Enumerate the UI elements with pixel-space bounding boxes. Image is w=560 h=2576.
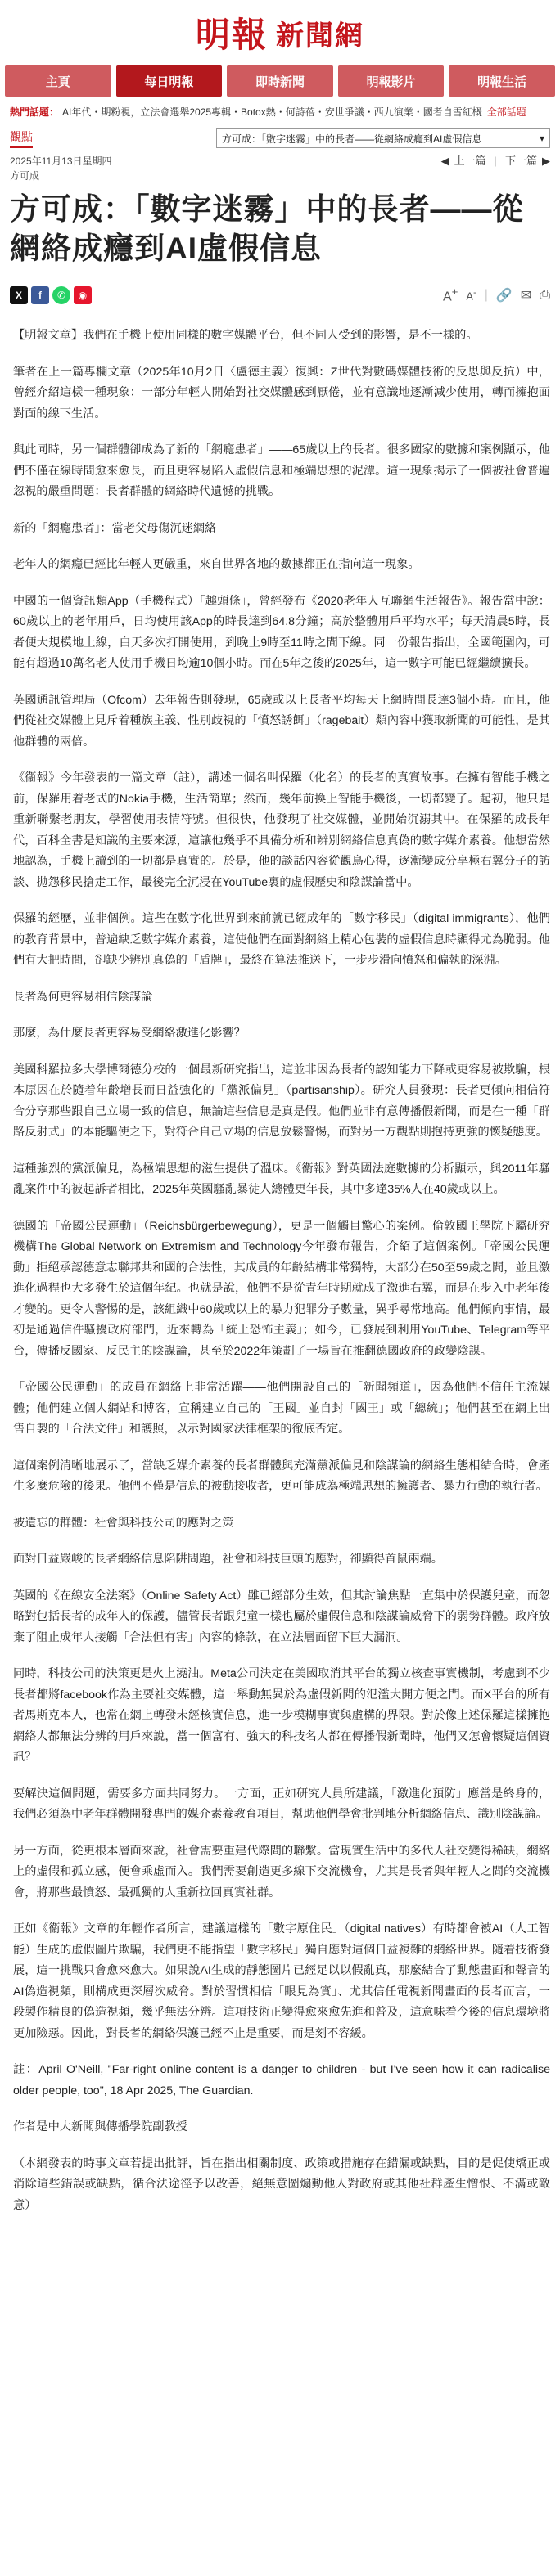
next-label: 下一篇 <box>504 155 537 167</box>
section-bar <box>0 124 560 152</box>
article-title: 方可成：「數字迷霧」中的長者——從網絡成癮到AI虛假信息 <box>10 192 524 265</box>
pager <box>441 154 550 169</box>
chevron-down-icon: ▾ <box>539 133 544 144</box>
article-select[interactable] <box>216 128 550 148</box>
hot-topics-label: 熱門話題： <box>10 106 60 118</box>
logo-mingpao: 明報 <box>195 15 268 55</box>
print-icon[interactable]: ⎙ <box>540 287 550 302</box>
paragraph: 老年人的網癮已經比年輕人更嚴重，來自世界各地的數據都正在指向這一現象。 <box>13 558 420 571</box>
share-buttons <box>10 286 92 304</box>
tools-divider: | <box>484 287 488 302</box>
text-tools <box>443 285 550 304</box>
subheading: 被遺忘的群體：社會與科技公司的應對之策 <box>13 1516 234 1530</box>
article-tools <box>0 268 560 308</box>
all-topics-link[interactable]: 全部話題 <box>486 106 526 118</box>
pager-divider: | <box>494 155 497 167</box>
nav-tab-home[interactable]: 主頁 <box>5 65 111 97</box>
whatsapp-share-icon[interactable]: ✆ <box>52 286 70 304</box>
paragraph: 《衞報》今年發表的一篇文章（註），講述一個名叫保羅（化名）的長者的真實故事。在擁有智能手機之前，保羅用着老式的Nokia手機，生活簡單；然而，幾年前換上智能手機後，一切都變了。起初，他只是重新聯繫老朋友，學習使用表情符號。但很快，他發現了社交媒體，並開始沉溺其中。在保羅的成長年代，百科全書是知識的主要來源，這讓他幾乎不具備分析和辨別網絡信息真偽的數字媒介素養。他想當然地認為，手機上讀到的一切都是真實的。於是，他的談話內容從觀鳥心得，逐漸變成分享極右翼分子的訪談、拋怨移民搶走工作，最後完全沉浸在YouTube裏的虛假歷史和陰謀論當中。 <box>13 771 550 889</box>
paragraph: 與此同時，另一個群體卻成為了新的「網癮患者」——65歲以上的長者。很多國家的數據和案例顯示，他們不僅在線時間愈來愈長，而且更容易陷入虛假信息和極端思想的泥潭。這一現象揭示了一個被社會普遍忽視的嚴重問題：長者群體的網絡時代遺憾的挑戰。 <box>13 443 550 498</box>
paragraph: 德國的「帝國公民運動」（Reichsbürgerbewegung），更是一個觸目驚心的案例。倫敦國王學院下屬研究機構The Global Network on Extremism and Technology今年發布報告，介紹了這個案例。「帝國公民運動」拒絕承認德意志聯邦共和國的合法性，其成員的年齡結構非常獨特，大部分在50至59歲之間，並且激進化過程也大多發生於這個年紀。也就是說，他們不是從青年時期就成了激進右翼，而是在步入中老年後才變的。更令人警惕的是，該組織中60歲或以上的暴力犯罪分子數量，異乎尋常地高。他們傾向事情，最初是通過信件騷擾政府部門，近來轉為「統上恐怖主義」；如今，已發展到利用YouTube、Telegram等平台，傳播反國家、反民主的陰謀論，甚至於2022年策劃了一場旨在推翻德國政府的政變陰謀。 <box>13 1219 550 1358</box>
paragraph: 另一方面，從更根本層面來說，社會需要重建代際間的聯繫。當現實生活中的多代人社交變得稀缺，網絡上的虛假和孤立感，便會乘虛而入。我們需要創造更多線下交流機會，尤其是長者與年輕人之間的交流機會，將那些最憤怒、最孤獨的人重新拉回真實社群。 <box>13 1844 550 1899</box>
paragraph: 英國的《在線安全法案》（Online Safety Act）雖已經部分生效，但其討論焦點一直集中於保護兒童，而忽略對包括長者的成年人的保護，儘管長者跟兒童一樣也屬於虛假信息和陰謀論威脅下的弱勢群體。政府放棄了阻止成年人接觸「合法但有害」內容的條款，在立法層面留下巨大漏洞。 <box>13 1589 550 1644</box>
paragraph: 「帝國公民運動」的成員在網絡上非常活躍——他們開設自己的「新聞頻道」，因為他們不信任主流媒體；他們建立個人網站和博客，宣稱建立自己的「王國」並自封「國王」或「總統」；他們甚至在網上出售自製的「合法文件」和護照，以示對國家法律框架的徹底否定。 <box>13 1381 550 1436</box>
paragraph: 要解決這個問題，需要多方面共同努力。一方面，正如研究人員所建議，「激進化預防」應當是終身的，我們必須為中老年群體開發專門的媒介素養教育項目，幫助他們學會批判地分析網絡信息、識別陰謀論。 <box>13 1787 550 1821</box>
article-select-value: 方可成：「數字迷霧」中的長者——從網絡成癮到AI虛假信息 <box>222 133 482 145</box>
chevron-right-icon: ▶ <box>542 155 550 167</box>
email-icon[interactable]: ✉ <box>520 288 532 303</box>
next-article-button[interactable] <box>505 154 550 169</box>
paragraph: 中國的一個資訊類App（手機程式）「趣頭條」，曾經發布《2020老年人互聯網生活報告》。報告當中說：60歲以上的老年用戶，日均使用該App的時長達到64.8分鐘；高於整體用戶平均水平；每天清晨5時，長者便大規模地上線，白天多次打開使用，到晚上9時至11時之間下線。同一份報告指出，全國範圍內，可能有超過10萬名老人使用手機日均逾10個小時。而在5年之後的2025年，這一數字可能已經繼續擴長。 <box>13 594 550 670</box>
paragraph: 保羅的經歷，並非個例。這些在數字化世界到來前就已經成年的「數字移民」（digital immigrants），他們的教育背景中，普遍缺乏數字媒介素養，這使他們在面對網絡上精心包裝的虛假信息時顯得尤為脆弱。他們有大把時間，卻缺少辨別真偽的「盾牌」，最終在算法推送下，一步步滑向憤怒和偏執的深淵。 <box>13 912 550 967</box>
hot-topics-bar <box>0 100 560 124</box>
prev-label: 上一篇 <box>454 155 486 167</box>
paragraph: 這個案例清晰地展示了，當缺乏媒介素養的長者群體與充滿黨派偏見和陰謀論的網絡生態相結合時，會產生多麼危險的後果。他們不僅是信息的被動接收者，更可能成為極端思想的擁護者、暴力行動的執行者。 <box>13 1459 550 1493</box>
paragraph: 正如《衞報》文章的年輕作者所言，建議這樣的「數字原住民」（digital natives）有時都會被AI（人工智能）生成的虛假圖片欺騙，我們更不能指望「數字移民」獨自應對這個日益複雜的網絡世界。隨着技術發展，這一挑戰只會愈來愈大。如果說AI生成的靜態圖片已經足以以假亂真，那麼結合了動態畫面和聲音的AI偽造視頻，則構成更深層次威脅。對於習慣相信「眼見為實」、尤其信任電視新聞畫面的長者而言，一段製作精良的偽造視頻，幾乎無法分辨。這項技術正變得愈來愈先進和普及，這意味着今後的信息環境將更加險惡。因此，對長者的網絡保護已經不止是重要，而是刻不容緩。 <box>13 1922 550 2040</box>
facebook-share-icon[interactable]: f <box>31 286 49 304</box>
paragraph: 同時，科技公司的決策更是火上澆油。Meta公司決定在美國取消其平台的獨立核查事實機制，考慮到不少長者都將facebook作為主要社交媒體，這一舉動無異於為虛假新聞的氾濫大開方便之門。而X平台的所有者馬斯克本人，也常在網上轉發未經核實信息，進一步模糊事實與虛構的界限。對於像上述保羅這樣擁抱網絡人都無法分辨的用戶來說，當一個富有、強大的科技名人都在傳播假新聞時，他們又怎會懷疑這個資訊？ <box>13 1667 550 1764</box>
paragraph: 面對日益嚴峻的長者網絡信息陷阱問題，社會和科技巨頭的應對，卻顯得首鼠兩端。 <box>13 1553 443 1566</box>
site-logo[interactable] <box>0 0 560 65</box>
article-body <box>0 308 560 2216</box>
paragraph: 那麼，為什麼長者更容易受網絡激進化影響？ <box>13 1027 246 1040</box>
paragraph: 【明報文章】我們在手機上使用同樣的數字媒體平台，但不同人受到的影響，是不一樣的。 <box>13 329 478 342</box>
x-share-icon[interactable]: X <box>10 286 28 304</box>
publish-date: 2025年11月13日星期四 <box>10 155 112 167</box>
paragraph: 英國通訊管理局（Ofcom）去年報告則發現，65歲或以上長者平均每天上網時間長達3個小時。而且，他們從社交媒體上見斥着種族主義、性別歧視的「憤怒誘餌」（ragebait）類內容中獲取新聞的可能性，是其他群體的兩倍。 <box>13 693 550 749</box>
weibo-share-icon[interactable]: ◉ <box>74 286 92 304</box>
disclaimer: （本網發表的時事文章若提出批評，旨在指出相關制度、政策或措施存在錯漏或缺點，目的是促使矯正或消除這些錯誤或缺點，循合法途徑予以改善，絕無意圖煽動他人對政府或其他社群產生憎恨、不滿或敵意） <box>13 2156 550 2212</box>
nav-tab-daily[interactable]: 每日明報 <box>116 65 223 97</box>
chevron-left-icon: ◀ <box>440 155 449 167</box>
paragraph: 筆者在上一篇專欄文章（2025年10月2日〈盧德主義〉復興：Z世代對數碼媒體技術的反思與反抗）中，曾經介紹這樣一種現象：一部分年輕人開始對社交媒體感到厭倦，並有意識地逐漸減少使用，轉而擁抱面對面的線下生活。 <box>13 365 550 420</box>
link-icon[interactable]: 🔗 <box>495 288 513 303</box>
subheading: 新的「網癮患者」：當老父母傷沉迷網絡 <box>13 521 217 535</box>
font-decrease-icon[interactable]: A- <box>466 288 476 303</box>
section-link[interactable]: 觀點 <box>10 128 33 148</box>
main-nav <box>0 65 560 97</box>
paragraph: 美國科羅拉多大學博爾德分校的一個最新研究指出，這並非因為長者的認知能力下降或更容易被欺騙，根本原因在於隨着年齡增長而日益強化的「黨派偏見」（partisanship）。研究人員發現：長者更傾向相信符合分享那些跟自己立場一致的信息，無論這些信息是真是假。他們並非有意傳播假新聞，而是在一種「群路反射式」的本能驅使之下，對符合自己立場的信息放鬆警惕，而對另一方觀點則抱持更強的懷疑態度。 <box>13 1063 550 1139</box>
hot-topics-list[interactable]: AI年代・期粉視，立法會選舉2025專輯・Botox熱・何詩蓓・安世爭議・西九演業・國者自雪紅概 <box>62 106 482 118</box>
subheading: 長者為何更容易相信陰謀論 <box>13 990 153 1004</box>
nav-tab-life[interactable]: 明報生活 <box>449 65 555 97</box>
font-increase-icon[interactable]: A+ <box>442 285 458 304</box>
author-bio: 作者是中大新聞與傳播學院副教授 <box>13 2120 187 2133</box>
logo-news-network: 新聞網 <box>276 20 364 52</box>
article-meta <box>0 152 560 183</box>
author-name: 方可成 <box>10 170 40 182</box>
nav-tab-video[interactable]: 明報影片 <box>338 65 445 97</box>
nav-tab-instant[interactable]: 即時新聞 <box>227 65 333 97</box>
paragraph: 這種強烈的黨派偏見，為極端思想的滋生提供了溫床。《衞報》對英國法庭數據的分析顯示，與2011年騷亂案件中的被起訴者相比，2025年英國騷亂暴徒人總體更年長，其中多達35%人在40歲或以上。 <box>13 1162 550 1196</box>
prev-article-button[interactable] <box>441 154 486 169</box>
footnote: 註：April O'Neill, "Far-right online content is a danger to children - but I've seen how it can radicalise older people, too", 18 Apr 2025, The Guardian. <box>13 2063 550 2097</box>
